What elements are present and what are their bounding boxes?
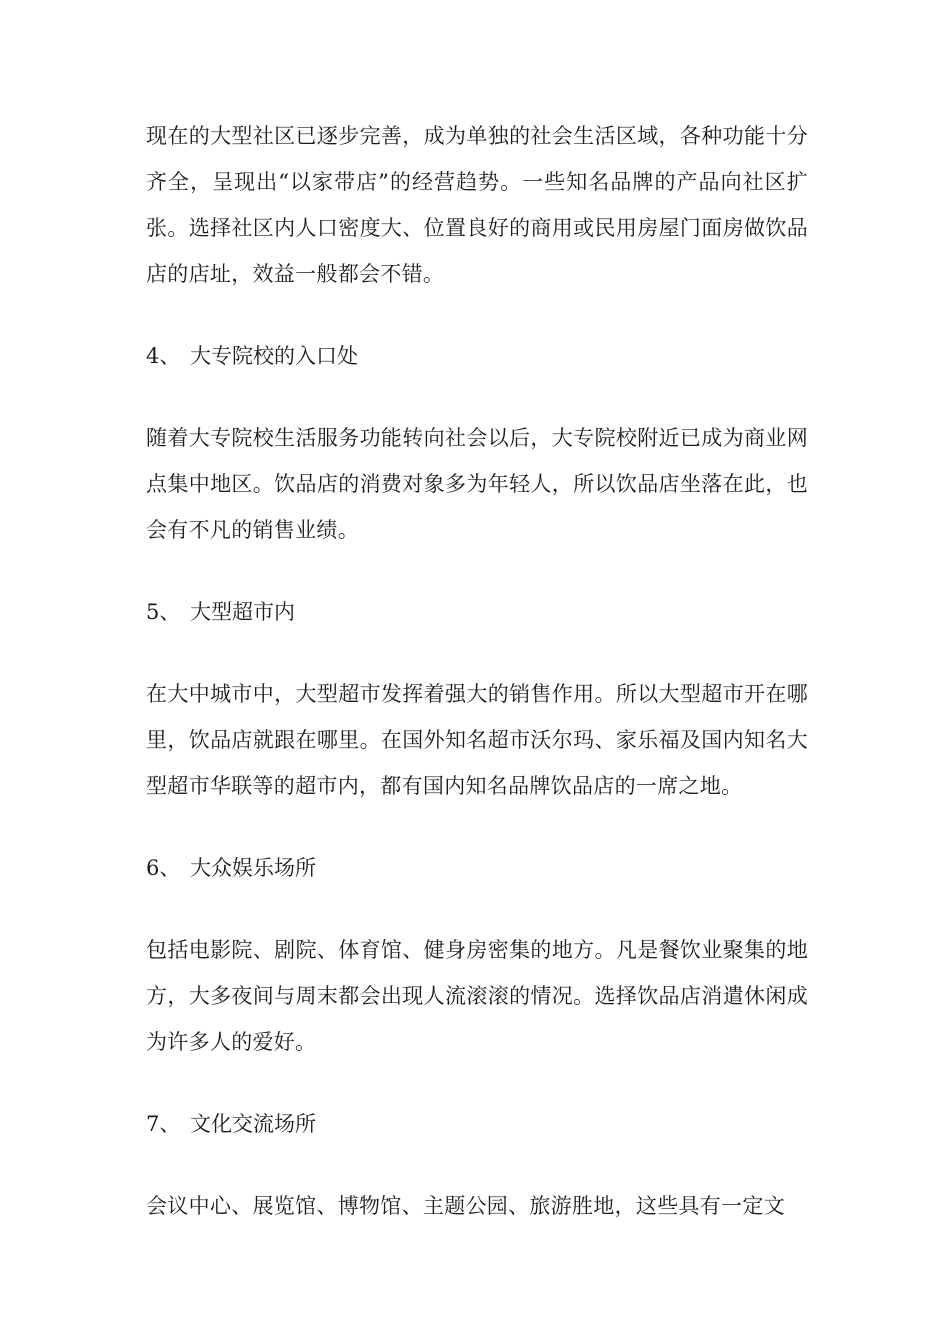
section-title: 大型超市内: [190, 600, 295, 624]
section-number: 5、: [146, 600, 181, 624]
section-title: 大专院校的入口处: [190, 344, 358, 368]
paragraph-colleges: 随着大专院校生活服务功能转向社会以后，大专院校附近已成为商业网点集中地区。饮品店的消费对象多为年轻人，所以饮品店坐落在此，也会有不凡的销售业绩。: [146, 426, 808, 542]
paragraph-supermarkets: 在大中城市中，大型超市发挥着强大的销售作用。所以大型超市开在哪里，饮品店就跟在哪里。在国外知名超市沃尔玛、家乐福及国内知名大型超市华联等的超市内，都有国内知名品牌饮品店的一席之地。: [146, 682, 808, 798]
section-number: 6、: [146, 856, 181, 880]
section-title: 文化交流场所: [190, 1112, 316, 1136]
section-number: 4、: [146, 344, 181, 368]
document-body: [146, 113, 808, 1229]
section-heading-6: [146, 845, 808, 891]
paragraph-community: 现在的大型社区已逐步完善，成为单独的社会生活区域，各种功能十分齐全，呈现出“以家带店”的经营趋势。一些知名品牌的产品向社区扩张。选择社区内人口密度大、位置良好的商用或民用房屋门面房做饮品店的店址，效益一般都会不错。: [146, 124, 808, 286]
section-number: 7、: [146, 1112, 181, 1136]
paragraph-entertainment: 包括电影院、剧院、体育馆、健身房密集的地方。凡是餐饮业聚集的地方，大多夜间与周末都会出现人流滚滚的情况。选择饮品店消遣休闲成为许多人的爱好。: [146, 938, 808, 1054]
section-heading-4: [146, 333, 808, 379]
section-heading-7: [146, 1101, 808, 1147]
section-title: 大众娱乐场所: [190, 856, 316, 880]
paragraph-culture: 会议中心、展览馆、博物馆、主题公园、旅游胜地，这些具有一定文: [146, 1194, 785, 1218]
section-heading-5: [146, 589, 808, 635]
